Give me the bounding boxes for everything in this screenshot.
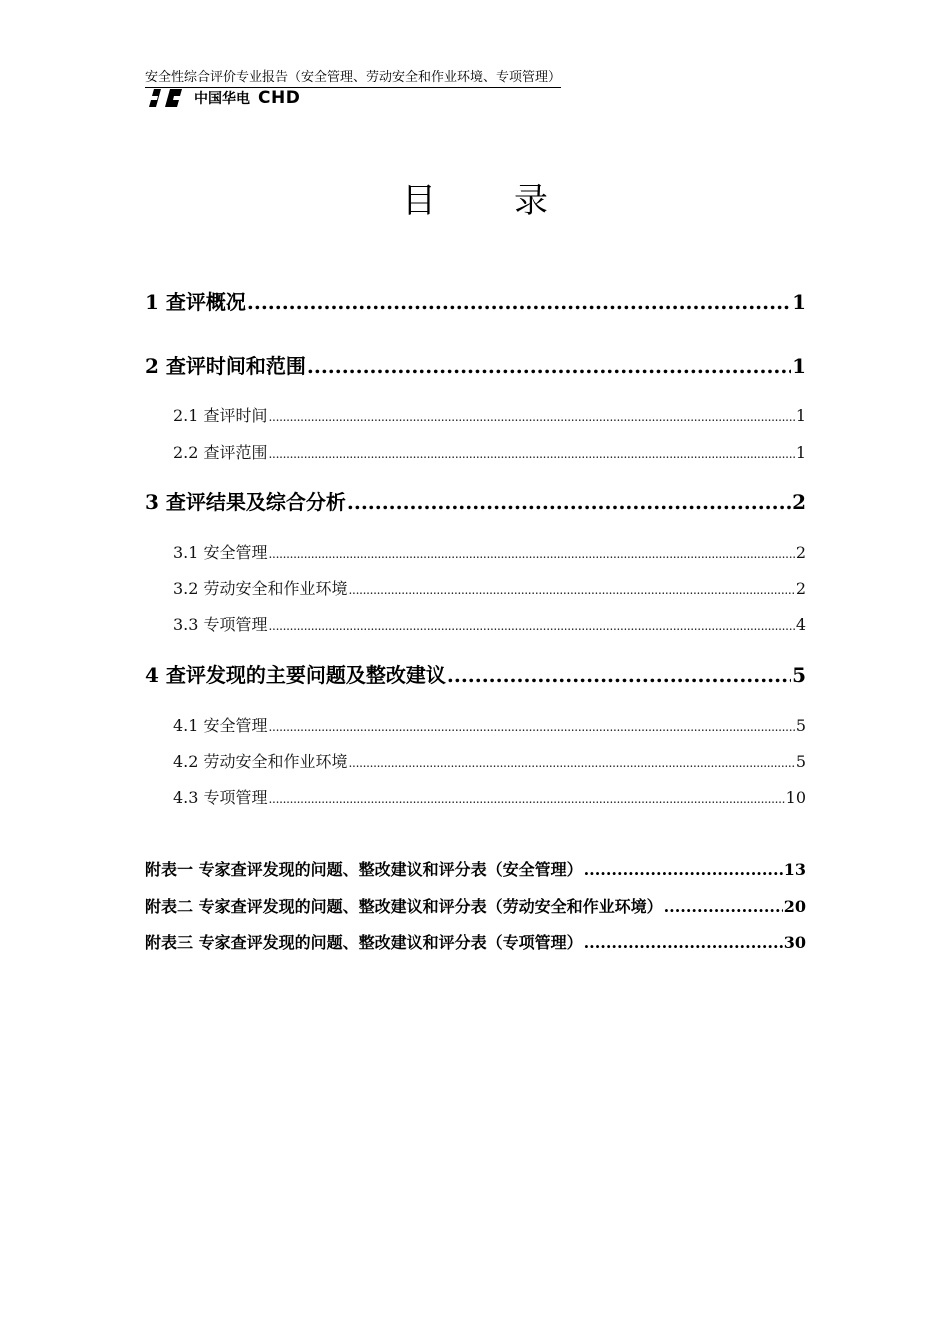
toc-leader-dots [307,354,791,378]
logo-chinese-text: 中国华电 [194,91,250,107]
toc-leader-dots [269,720,795,734]
toc-entry-label: 1 查评概况 [145,290,246,314]
toc-entry[interactable] [173,440,806,463]
toc-entry-label: 3.1 安全管理 [173,543,268,562]
toc-leader-dots [584,933,783,952]
toc-appendix-entry[interactable] [145,857,806,880]
toc-entry[interactable] [173,576,806,599]
toc-entry-label: 4.2 劳动安全和作业环境 [173,752,348,771]
toc-leader-dots [447,663,791,687]
toc-page-number: 30 [783,933,806,952]
toc-leader-dots [247,290,791,314]
toc-page-number: 2 [795,579,806,598]
toc-entry[interactable] [173,403,806,426]
toc-appendix-entry[interactable] [145,930,806,953]
toc-leader-dots [269,619,795,633]
toc-entry[interactable] [145,350,806,379]
toc-leader-dots [269,410,795,424]
toc-entry-label: 2 查评时间和范围 [145,354,306,378]
toc-leader-dots [584,860,783,879]
toc-page-number: 1 [795,443,806,462]
toc-entry-label: 4.3 专项管理 [173,788,268,807]
toc-entry-label: 附表三 专家查评发现的问题、整改建议和评分表（专项管理） [145,933,583,952]
toc-leader-dots [269,547,795,561]
toc-page-number: 5 [792,663,806,687]
toc-page-number: 1 [792,354,806,378]
toc-entry-label: 2.2 查评范围 [173,443,268,462]
toc-leader-dots [349,756,795,770]
toc-entry-label: 3 查评结果及综合分析 [145,490,346,514]
toc-entry[interactable] [173,749,806,772]
toc-entry-label: 3.3 专项管理 [173,615,268,634]
toc-entry[interactable] [173,785,806,808]
toc-page-number: 2 [792,490,806,514]
toc-entry[interactable] [145,286,806,315]
toc-entry[interactable] [173,540,806,563]
toc-leader-dots [349,583,795,597]
toc-entry-label: 2.1 查评时间 [173,406,268,425]
toc-page-number: 2 [795,543,806,562]
toc-entry[interactable] [173,713,806,736]
toc-leader-dots [664,897,783,916]
toc-page-number: 13 [783,860,806,879]
company-logo [148,87,300,109]
toc-leader-dots [347,490,791,514]
toc-entry-label: 4.1 安全管理 [173,716,268,735]
toc-entry-label: 4 查评发现的主要问题及整改建议 [145,663,446,687]
toc-entry-label: 附表二 专家查评发现的问题、整改建议和评分表（劳动安全和作业环境） [145,897,663,916]
toc-entry[interactable] [173,612,806,635]
report-header-title: 安全性综合评价专业报告（安全管理、劳动安全和作业环境、专项管理） [145,69,561,88]
toc-leader-dots [269,792,785,806]
toc-entry[interactable] [145,486,806,515]
toc-page-number: 5 [795,716,806,735]
toc-page-number: 20 [783,897,806,916]
toc-leader-dots [269,447,795,461]
toc-page-number: 4 [795,615,806,634]
toc-page-number: 10 [785,788,806,807]
toc-entry-label: 附表一 专家查评发现的问题、整改建议和评分表（安全管理） [145,860,583,879]
toc-entry[interactable] [145,659,806,688]
toc-page-number: 1 [792,290,806,314]
toc-page-number: 5 [795,752,806,771]
toc-title: 目录 [402,181,626,221]
toc-page-number: 1 [795,406,806,425]
toc-appendix-entry[interactable] [145,894,806,917]
toc-entry-label: 3.2 劳动安全和作业环境 [173,579,348,598]
chd-logo-icon [148,88,188,108]
logo-latin-text: CHD [258,88,301,108]
